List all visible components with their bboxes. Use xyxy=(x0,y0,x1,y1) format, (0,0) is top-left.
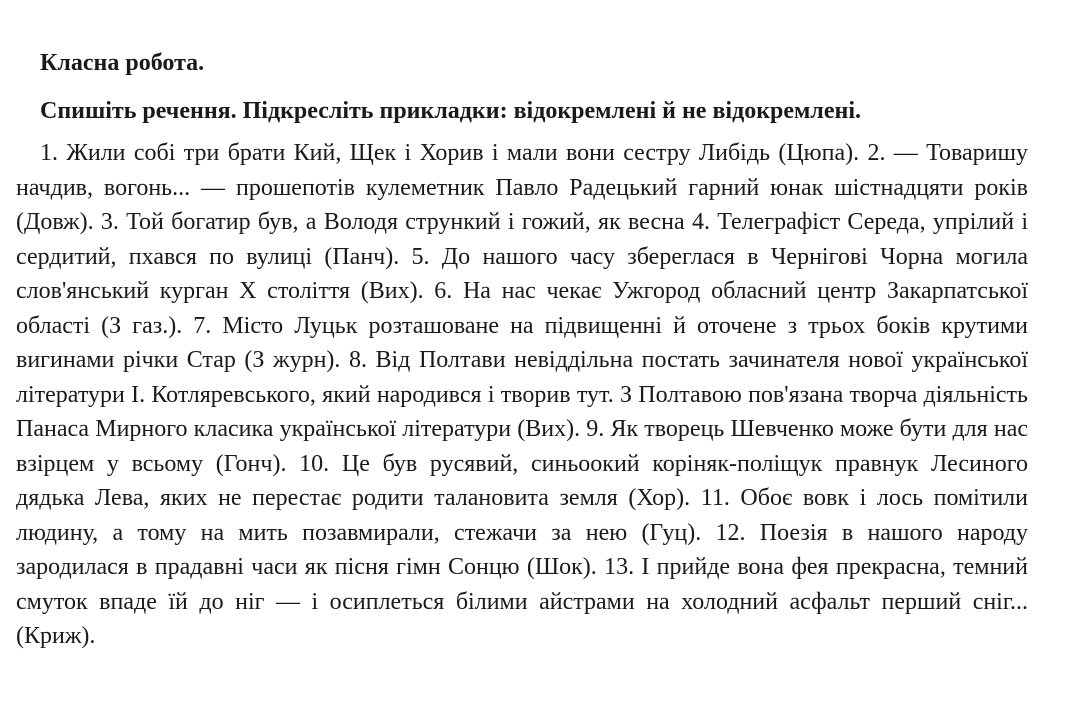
task-instruction: Спишіть речення. Підкресліть прикладки: відокремлені й не відокремлені. xyxy=(40,98,862,124)
document-page xyxy=(16,48,1028,654)
exercise-text: 1. Жили собі три брати Кий, Щек і Хорив і мали вони сестру Либідь (Цюпа). 2. — Товаришу начдив, вогонь... — прошепотів кулеметник Павло Радецький гарний юнак шістнадцяти років (Довж). 3. Той богатир був, а Володя стрункий і гожий, як весна 4. Телеграфіст Середа, упрілий і сердитий, пхався по вулиці (Панч). 5. До нашого часу збереглася в Чернігові Чорна могила слов'янський курган X століття (Вих). 6. На нас чекає Ужгород обласний центр Закарпатської області (З газ.). 7. Місто Луцьк розташоване на підвищенні й оточене з трьох боків крутими вигинами річки Стар (З журн). 8. Від Полтави невіддільна постать зачинателя нової української літератури І. Котляревського, який народився і творив тут. З Полтавою пов'язана творча діяльність Панаса Мирного класика української літератури (Вих). 9. Як творець Шевченко може бути для нас взірцем у всьому (Гонч). 10. Це був русявий, синьоокий коріняк-поліщук правнук Лесиного дядька Лева, яких не перестає родити талановита земля (Хор). 11. Обоє вовк і лось помітили людину, а тому на мить позавмирали, стежачи за нею (Гуц). 12. Поезія в нашого народу зародилася в прадавні часи як пісня гімн Сонцю (Шок). 13. І прийде вона фея прекрасна, темний смуток впаде їй до ніг — і осиплеться білими айстрами на холодний асфальт перший сніг... (Криж). xyxy=(16,140,1028,649)
document-title: Класна робота. xyxy=(40,50,205,76)
